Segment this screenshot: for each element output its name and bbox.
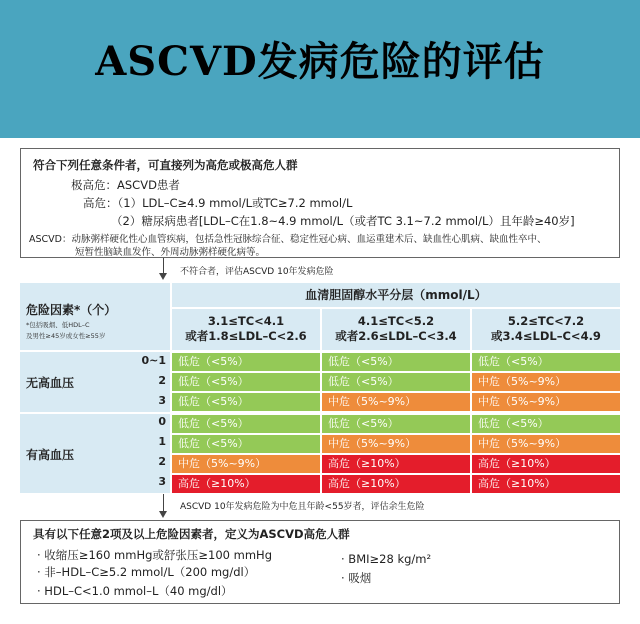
- col-head-2-line1: 4.1≤TC<5.2: [357, 314, 435, 328]
- risk-cell: 低危（<5%）: [172, 353, 320, 371]
- col-head-3: [472, 309, 620, 350]
- row-count: 3: [158, 475, 166, 488]
- risk-cell: 低危（<5%）: [472, 353, 620, 371]
- cholesterol-header: 血清胆固醇水平分层（mmol/L）: [172, 283, 620, 307]
- risk-cell: 中危（5%~9%）: [172, 455, 320, 473]
- high-risk-line-2: （2）糖尿病患者[LDL–C在1.8~4.9 mmol/L（或者TC 3.1~7.2 mmol/L）且年龄≥40岁]: [111, 214, 575, 228]
- risk-cell: 高危（≥10%）: [322, 475, 470, 493]
- ascvd-definition-2: 短暂性脑缺血发作、外周动脉粥样硬化病等。: [75, 247, 266, 258]
- ascvd-definition-1: ASCVD：动脉粥样硬化性心血管疾病，包括急性冠脉综合征、稳定性冠心病、血运重建术后、缺血性心肌病、缺血性卒中、: [29, 234, 547, 245]
- row-count: 2: [158, 374, 166, 387]
- flow-arrow-1: [163, 258, 164, 274]
- lifetime-item: · 收缩压≥160 mmHg或舒张压≥100 mmHg: [37, 548, 272, 562]
- risk-factor-title: 危险因素*（个）: [26, 303, 117, 317]
- row-count: 0~1: [141, 354, 166, 367]
- risk-cell: 低危（<5%）: [322, 353, 470, 371]
- risk-factor-note-2: 及男性≥45岁或女性≥55岁: [26, 332, 106, 340]
- group-no-hypertension: [20, 352, 170, 412]
- row-count: 0: [158, 415, 166, 428]
- lifetime-item: · HDL–C<1.0 mmol–L（40 mg/dl）: [37, 584, 233, 598]
- risk-cell: 高危（≥10%）: [172, 475, 320, 493]
- risk-cell: 低危（<5%）: [322, 373, 470, 391]
- lifetime-item: · BMI≥28 kg/m²: [341, 552, 432, 566]
- flow-arrow-2: [163, 494, 164, 512]
- col-head-1: [172, 309, 320, 350]
- risk-cell: 高危（≥10%）: [472, 455, 620, 473]
- lifetime-risk-note: ASCVD 10年发病危险为中危且年龄<55岁者，评估余生危险: [180, 502, 425, 512]
- page-title: ASCVD发病危险的评估: [95, 38, 545, 85]
- group-hypertension: [20, 414, 170, 493]
- group-no-hypertension-label: 无高血压: [26, 376, 75, 390]
- risk-cell: 中危（5%~9%）: [322, 393, 470, 411]
- risk-cell: 中危（5%~9%）: [472, 393, 620, 411]
- lifetime-item: · 非–HDL–C≥5.2 mmol/L（200 mg/dl）: [37, 565, 256, 579]
- risk-cell: 中危（5%~9%）: [472, 373, 620, 391]
- risk-factor-note-1: *包括吸烟、低HDL–C: [26, 321, 90, 329]
- risk-cell: 低危（<5%）: [472, 415, 620, 433]
- risk-cell: 中危（5%~9%）: [472, 435, 620, 453]
- very-high-risk-line: 极高危：ASCVD患者: [71, 178, 180, 192]
- risk-cell: 高危（≥10%）: [472, 475, 620, 493]
- title-banner: [0, 0, 640, 138]
- row-count: 1: [158, 435, 166, 448]
- assess-10yr-note: 不符合者，评估ASCVD 10年发病危险: [180, 267, 334, 277]
- risk-cell: 低危（<5%）: [172, 435, 320, 453]
- risk-cell: 低危（<5%）: [172, 393, 320, 411]
- lifetime-item: · 吸烟: [341, 571, 372, 585]
- row-count: 2: [158, 455, 166, 468]
- col-head-3-line2: 或3.4≤LDL–C<4.9: [491, 329, 601, 343]
- risk-factor-header: [20, 283, 170, 350]
- col-head-2-line2: 或者2.6≤LDL–C<3.4: [335, 329, 457, 343]
- col-head-1-line2: 或者1.8≤LDL–C<2.6: [185, 329, 307, 343]
- risk-cell: 中危（5%~9%）: [322, 435, 470, 453]
- row-count: 3: [158, 394, 166, 407]
- risk-cell: 高危（≥10%）: [322, 455, 470, 473]
- high-risk-line-1: 高危：（1）LDL–C≥4.9 mmol/L或TC≥7.2 mmol/L: [83, 196, 353, 210]
- direct-criteria-box: [20, 148, 620, 258]
- lifetime-risk-box: [20, 520, 620, 604]
- col-head-3-line1: 5.2≤TC<7.2: [507, 314, 585, 328]
- group-hypertension-label: 有高血压: [26, 448, 75, 462]
- lifetime-heading: 具有以下任意2项及以上危险因素者，定义为ASCVD高危人群: [33, 527, 350, 541]
- risk-stratification-table: [20, 283, 620, 493]
- col-head-2: [322, 309, 470, 350]
- criteria-heading: 符合下列任意条件者，可直接列为高危或极高危人群: [33, 158, 298, 172]
- flow-arrow-2-head: [159, 511, 167, 518]
- flow-arrow-1-head: [159, 273, 167, 280]
- risk-cell: 低危（<5%）: [322, 415, 470, 433]
- risk-cell: 低危（<5%）: [172, 415, 320, 433]
- col-head-1-line1: 3.1≤TC<4.1: [207, 314, 285, 328]
- risk-cell: 低危（<5%）: [172, 373, 320, 391]
